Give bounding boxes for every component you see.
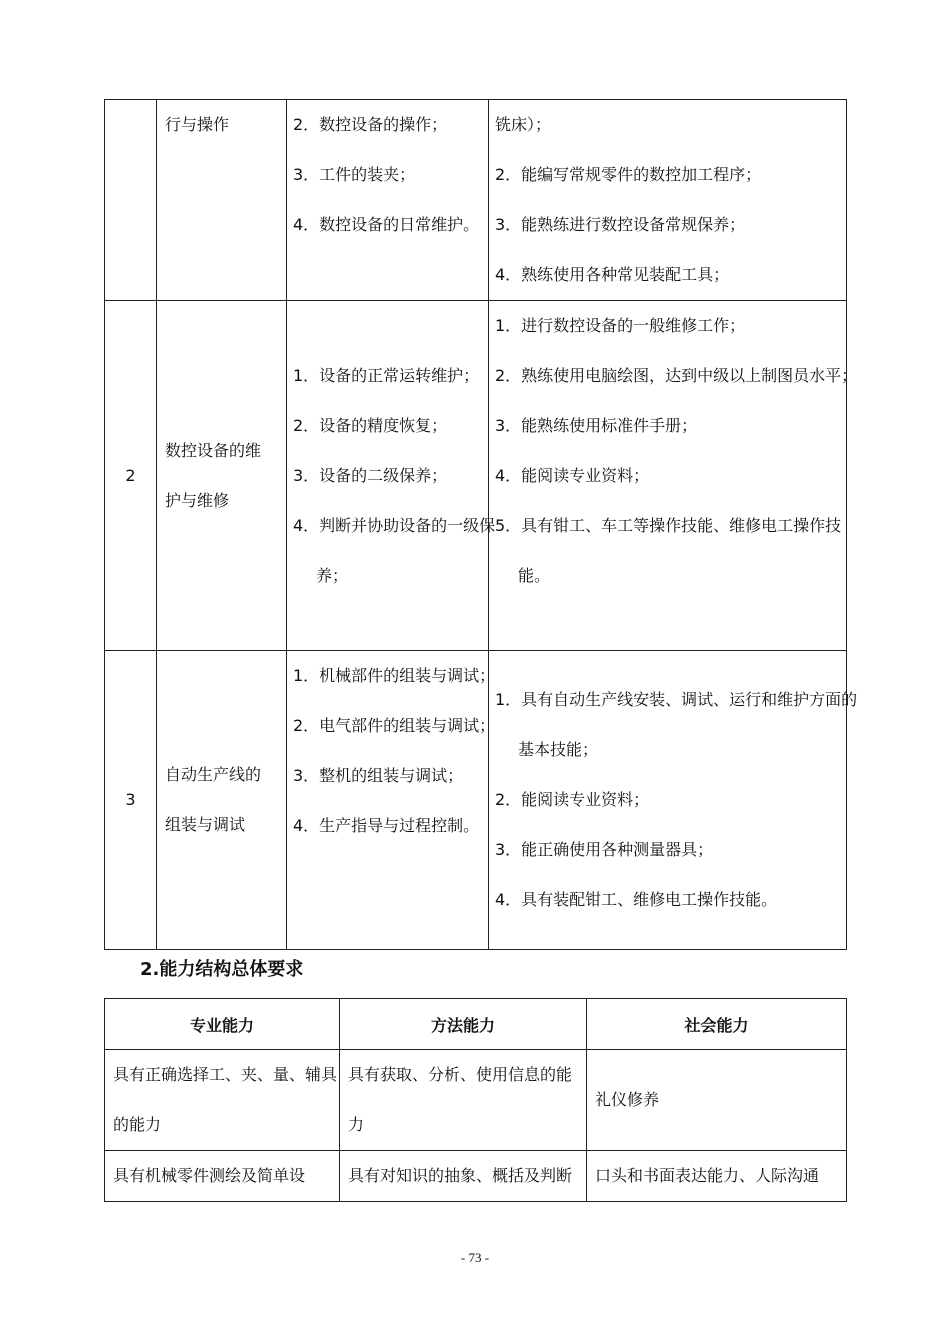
list-item: 铣床）；: [495, 115, 552, 134]
row-number: 2: [105, 301, 157, 651]
column-header-method: 方法能力: [340, 999, 587, 1050]
table-cell: 具有对知识的抽象、概括及判断: [340, 1151, 587, 1202]
list-item: 4．具有装配钳工、维修电工操作技能。: [495, 890, 778, 909]
section-heading: 2.能力结构总体要求: [140, 959, 304, 980]
list-item: 1．机械部件的组装与调试；: [293, 666, 496, 685]
list-item: 2．数控设备的操作；: [293, 115, 448, 134]
table-cell: 具有获取、分析、使用信息的能力: [340, 1050, 587, 1151]
list-item: 4．熟练使用各种常见装配工具；: [495, 265, 730, 284]
list-item: 1．具有自动生产线安装、调试、运行和维护方面的基本技能；: [495, 690, 858, 759]
task-name: [157, 301, 287, 651]
table-row: [105, 651, 847, 950]
list-item: 3．能熟练使用标准件手册；: [495, 416, 698, 435]
task-name: [157, 651, 287, 950]
list-item: 2．电气部件的组装与调试；: [293, 716, 496, 735]
list-item: 4．判断并协助设备的一级保养；: [293, 515, 496, 585]
column-header-professional: 专业能力: [105, 999, 340, 1050]
page-number: - 73 -: [460, 1250, 490, 1265]
table-cell: 礼仪修养: [587, 1050, 847, 1151]
list-item: 3．设备的二级保养；: [293, 465, 448, 485]
list-item: 1．进行数控设备的一般维修工作；: [495, 316, 746, 335]
list-item: 5．具有钳工、车工等操作技能、维修电工操作技能。: [495, 516, 842, 585]
table-cell: 口头和书面表达能力、人际沟通: [587, 1151, 847, 1202]
table-cell: 具有正确选择工、夹、量、辅具的能力: [105, 1050, 340, 1151]
task-name-text: 自动生产线的组装与调试: [165, 765, 262, 834]
table-cell: 具有机械零件测绘及简单设: [105, 1151, 340, 1202]
list-item: 3．整机的组装与调试；: [293, 766, 464, 785]
table-row: [105, 1050, 847, 1151]
row-number: [105, 100, 157, 301]
list-item: 4．数控设备的日常维护。: [293, 215, 480, 234]
list-item: 1．设备的正常运转维护；: [293, 365, 480, 385]
list-item: 2．能阅读专业资料；: [495, 790, 650, 809]
task-list: [287, 100, 489, 301]
ability-table: [104, 998, 847, 1202]
requirement-list: [489, 301, 858, 651]
list-item: 3．工件的装夹；: [293, 165, 416, 184]
task-name: 行与操作: [157, 100, 287, 301]
table-row: [105, 1151, 847, 1202]
table-row: [105, 100, 847, 301]
task-name-text: 数控设备的维护与维修: [165, 440, 262, 510]
list-item: 4．能阅读专业资料；: [495, 466, 650, 485]
task-list: [287, 301, 496, 651]
list-item: 2．设备的精度恢复；: [293, 415, 448, 435]
list-item: 4．生产指导与过程控制。: [293, 816, 480, 835]
column-header-social: 社会能力: [587, 999, 847, 1050]
task-table: [104, 99, 858, 950]
requirement-list: [489, 100, 847, 301]
task-list: [287, 651, 496, 950]
table-row: [105, 301, 847, 651]
table-header-row: [105, 999, 847, 1050]
list-item: 3．能正确使用各种测量器具；: [495, 840, 714, 859]
requirement-list: [489, 651, 858, 950]
row-number: 3: [105, 651, 157, 950]
list-item: 2．熟练使用电脑绘图，达到中级以上制图员水平；: [495, 366, 858, 385]
list-item: 3．能熟练进行数控设备常规保养；: [495, 215, 746, 234]
list-item: 2．能编写常规零件的数控加工程序；: [495, 165, 762, 184]
